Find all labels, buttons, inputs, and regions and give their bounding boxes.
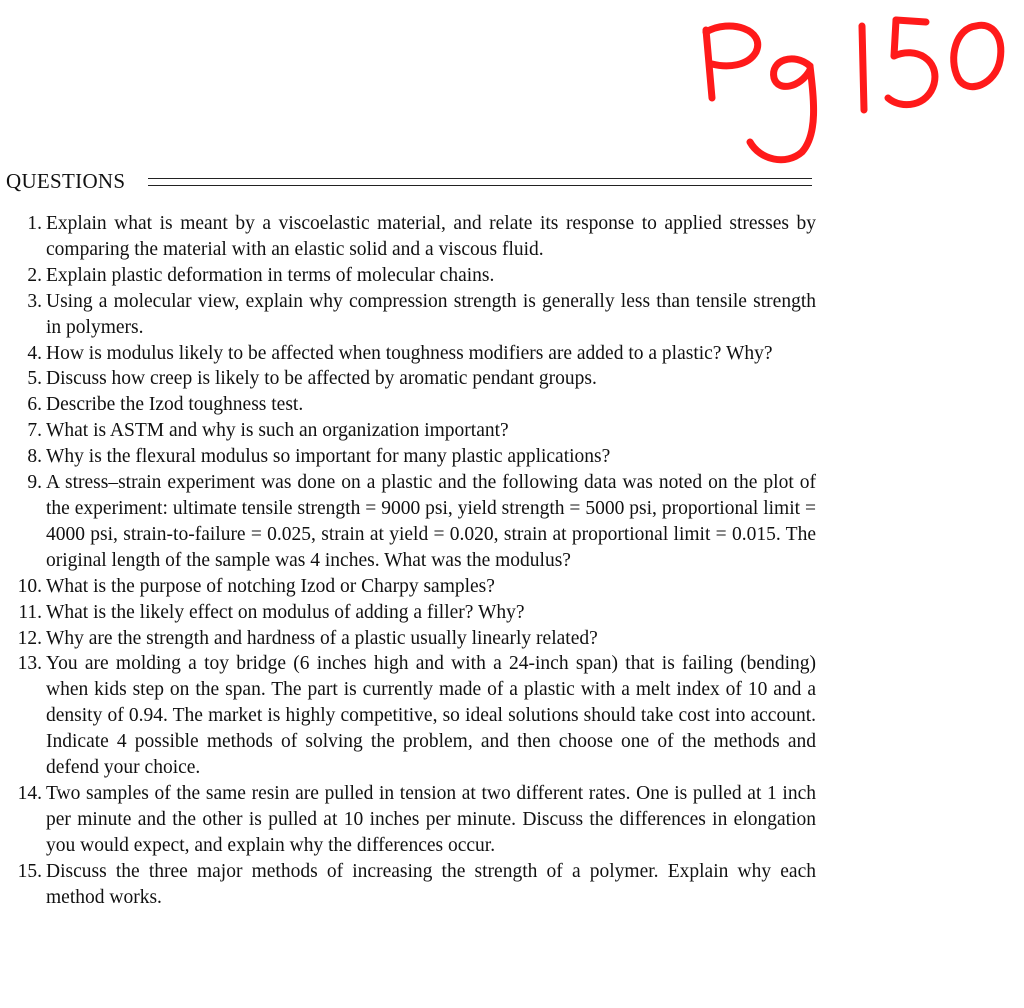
- section-title: QUESTIONS: [6, 169, 126, 193]
- question-text: Explain what is meant by a viscoelastic material, and relate its response to applied stresses by comparing the material with an elastic solid and a viscous fluid.: [46, 213, 816, 260]
- question-text: Using a molecular view, explain why compression strength is generally less than tensile strength in polymers.: [46, 290, 816, 338]
- question-text: How is modulus likely to be affected when toughness modifiers are added to a plastic? Why?: [46, 342, 773, 364]
- question-number: 12.: [17, 627, 42, 649]
- question-item: [8, 651, 816, 781]
- question-number: 13.: [17, 653, 42, 675]
- question-item: [8, 366, 816, 392]
- header-rule: [148, 178, 812, 179]
- handwritten-page-annotation: [690, 0, 1010, 180]
- question-item: [8, 626, 816, 652]
- question-item: [8, 444, 816, 470]
- question-item: [8, 392, 816, 418]
- question-text: Discuss how creep is likely to be affected by aromatic pendant groups.: [46, 368, 597, 390]
- question-number: 9.: [27, 472, 42, 494]
- questions-header: [6, 168, 812, 198]
- question-text: What is ASTM and why is such an organization important?: [46, 420, 509, 442]
- question-text: You are molding a toy bridge (6 inches high and with a 24-inch span) that is failing (bending) when kids step on the span. The part is currently made of a plastic with a melt index of 10 and a density of 0.94. The market is highly competitive, so ideal solutions should take cost into account. Indicate 4 possible methods of solving the problem, and then choose one of the methods and defend your choice.: [46, 653, 816, 779]
- question-item: [8, 341, 816, 367]
- question-item: [8, 418, 816, 444]
- question-number: 4.: [27, 342, 42, 364]
- question-text: What is the likely effect on modulus of adding a filler? Why?: [46, 601, 525, 623]
- question-item: [8, 600, 816, 626]
- question-text: What is the purpose of notching Izod or Charpy samples?: [46, 575, 495, 597]
- question-number: 5.: [27, 368, 42, 390]
- question-number: 6.: [27, 394, 42, 416]
- question-item: [8, 470, 816, 574]
- question-text: Discuss the three major methods of increasing the strength of a polymer. Explain why each method works.: [46, 860, 816, 908]
- question-text: Two samples of the same resin are pulled in tension at two different rates. One is pulled at 1 inch per minute and the other is pulled at 10 inches per minute. Discuss the differences in elongation you would expect, and explain why the differences occur.: [46, 782, 816, 856]
- question-number: 1.: [27, 213, 42, 234]
- question-number: 3.: [27, 290, 42, 312]
- question-number: 15.: [17, 860, 42, 882]
- questions-list: [8, 211, 816, 910]
- question-text: Why are the strength and hardness of a plastic usually linearly related?: [46, 627, 598, 649]
- question-number: 8.: [27, 446, 42, 468]
- question-text: Explain plastic deformation in terms of molecular chains.: [46, 264, 495, 286]
- question-item: [8, 289, 816, 341]
- question-text: A stress–strain experiment was done on a plastic and the following data was noted on the plot of the experiment: ultimate tensile strength = 9000 psi, yield strength = 5000 psi, proportional limit = 4000 psi, strain-to-failure = 0.025, strain at yield = 0.020, strain at proportional limit = 0.015. The original length of the sample was 4 inches. What was the modulus?: [46, 472, 816, 571]
- question-number: 7.: [27, 420, 42, 442]
- question-item: [8, 781, 816, 859]
- handwritten-pg-150-drawing: [690, 0, 1010, 180]
- question-text: Why is the flexural modulus so important for many plastic applications?: [46, 446, 611, 468]
- header-rule: [148, 185, 812, 186]
- question-number: 14.: [17, 782, 42, 804]
- question-item: [8, 574, 816, 600]
- question-number: 10.: [17, 575, 42, 597]
- question-item: [8, 859, 816, 911]
- question-number: 2.: [27, 264, 42, 286]
- question-text: Describe the Izod toughness test.: [46, 394, 304, 416]
- question-item: [8, 211, 816, 263]
- question-number: 11.: [18, 601, 42, 623]
- question-item: [8, 263, 816, 289]
